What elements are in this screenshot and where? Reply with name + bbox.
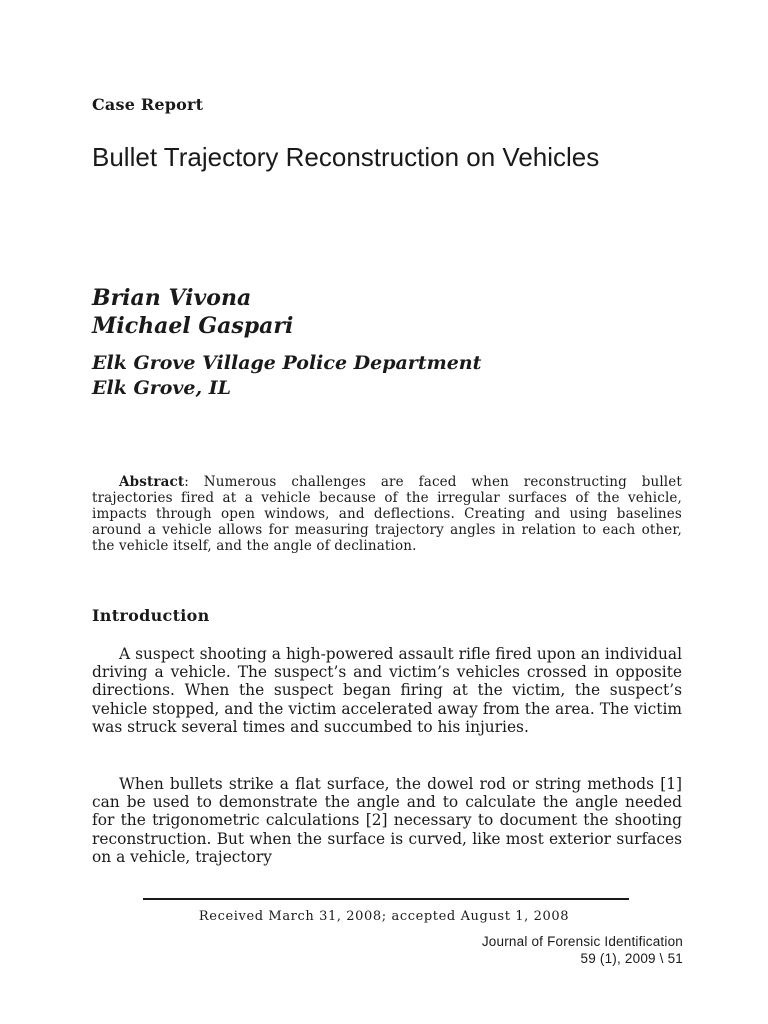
abstract <box>92 474 682 554</box>
abstract-text: : Numerous challenges are faced when reconstructing bullet trajectories fired at a vehicle because of the irregular surfaces of the vehicle, impacts through open windows, and deflections. Creating and using baselines around a vehicle allows for measuring trajectory angles in relation to each other, the vehicle itself, and the angle of declination. <box>92 474 682 554</box>
received-date-note: Received March 31, 2008; accepted August 1, 2008 <box>198 909 570 924</box>
body-paragraph: When bullets strike a flat surface, the dowel rod or string methods [1] can be used to demonstrate the angle and to calculate the angle needed for the trigonometric calculations [2] necessary to document the shooting reconstruction. But when the surface is curved, like most exterior surfaces on a vehicle, trajectory <box>92 775 682 866</box>
journal-name: Journal of Forensic Identification <box>481 934 683 949</box>
journal-citation: 59 (1), 2009 \ 51 <box>580 951 683 966</box>
body-paragraph: A suspect shooting a high-powered assault rifle fired upon an individual driving a vehicle. The suspect’s and victim’s vehicles crossed in opposite directions. When the suspect began firing at the victim, the suspect’s vehicle stopped, and the victim accelerated away from the area. The victim was struck several times and succumbed to his injuries. <box>92 645 682 736</box>
affiliation-line: Elk Grove Village Police Department <box>92 352 482 374</box>
affiliation-line: Elk Grove, IL <box>92 377 231 399</box>
author-name: Brian Vivona <box>92 285 252 311</box>
abstract-label: Abstract <box>119 474 185 490</box>
journal-footer <box>482 933 683 967</box>
affiliation <box>92 351 481 401</box>
author-list <box>92 284 293 340</box>
section-heading-introduction: Introduction <box>92 606 210 625</box>
section-label: Case Report <box>92 95 204 114</box>
paper-title: Bullet Trajectory Reconstruction on Vehicles <box>92 142 600 172</box>
author-name: Michael Gaspari <box>92 313 294 339</box>
footnote-divider <box>143 898 629 900</box>
